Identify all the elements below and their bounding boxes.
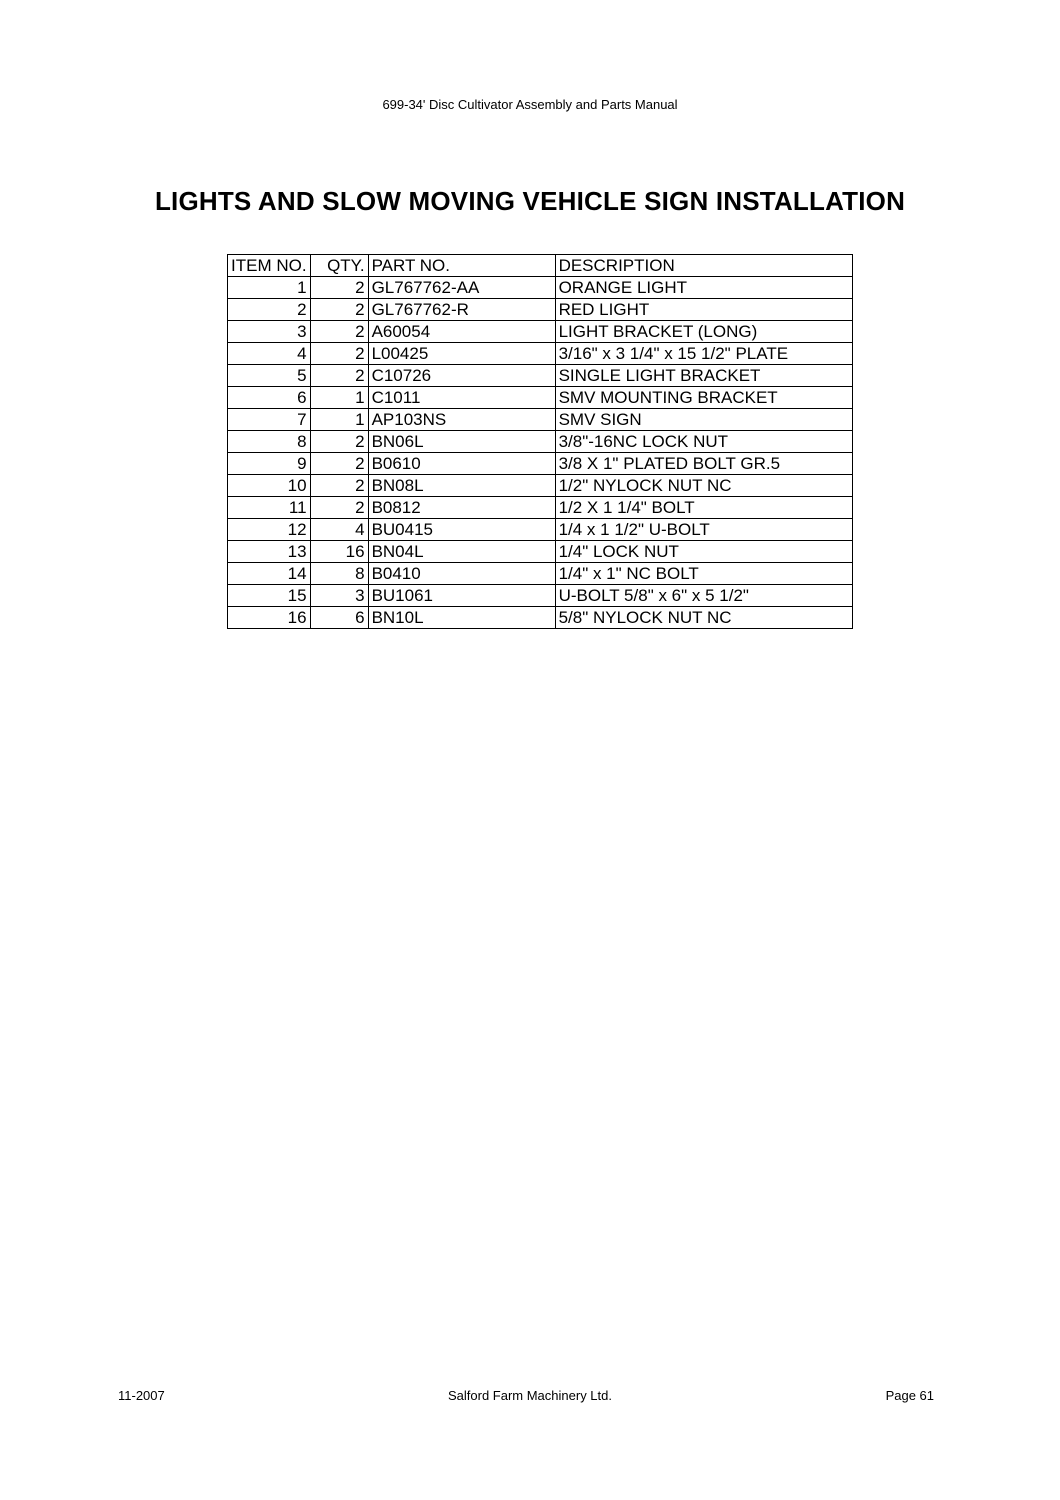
item-no-cell: 8 bbox=[228, 431, 311, 453]
item-no-cell: 13 bbox=[228, 541, 311, 563]
column-header-item-no: ITEM NO. bbox=[228, 255, 311, 277]
parts-table bbox=[227, 254, 853, 629]
table-row bbox=[228, 519, 853, 541]
part-no-cell: C1011 bbox=[368, 387, 555, 409]
qty-cell: 6 bbox=[310, 607, 368, 629]
part-no-cell: B0610 bbox=[368, 453, 555, 475]
description-cell: 3/16" x 3 1/4" x 15 1/2" PLATE bbox=[555, 343, 852, 365]
description-cell: 3/8 X 1" PLATED BOLT GR.5 bbox=[555, 453, 852, 475]
page-title: LIGHTS AND SLOW MOVING VEHICLE SIGN INSTALLATION bbox=[154, 186, 906, 216]
qty-cell: 3 bbox=[310, 585, 368, 607]
table-row bbox=[228, 475, 853, 497]
table-row bbox=[228, 343, 853, 365]
part-no-cell: GL767762-AA bbox=[368, 277, 555, 299]
item-no-cell: 6 bbox=[228, 387, 311, 409]
part-no-cell: BN08L bbox=[368, 475, 555, 497]
qty-cell: 1 bbox=[310, 387, 368, 409]
qty-cell: 2 bbox=[310, 365, 368, 387]
qty-cell: 2 bbox=[310, 431, 368, 453]
parts-table-body bbox=[228, 277, 853, 629]
item-no-cell: 3 bbox=[228, 321, 311, 343]
description-cell: SINGLE LIGHT BRACKET bbox=[555, 365, 852, 387]
part-no-cell: B0812 bbox=[368, 497, 555, 519]
qty-cell: 2 bbox=[310, 453, 368, 475]
table-row bbox=[228, 387, 853, 409]
manual-header: 699-34' Disc Cultivator Assembly and Parts Manual bbox=[382, 97, 678, 112]
item-no-cell: 2 bbox=[228, 299, 311, 321]
description-cell: 1/4 x 1 1/2" U-BOLT bbox=[555, 519, 852, 541]
item-no-cell: 7 bbox=[228, 409, 311, 431]
part-no-cell: C10726 bbox=[368, 365, 555, 387]
part-no-cell: BN10L bbox=[368, 607, 555, 629]
qty-cell: 2 bbox=[310, 343, 368, 365]
description-cell: 1/2 X 1 1/4" BOLT bbox=[555, 497, 852, 519]
qty-cell: 4 bbox=[310, 519, 368, 541]
item-no-cell: 9 bbox=[228, 453, 311, 475]
description-cell: RED LIGHT bbox=[555, 299, 852, 321]
table-row bbox=[228, 365, 853, 387]
table-row bbox=[228, 563, 853, 585]
qty-cell: 2 bbox=[310, 321, 368, 343]
part-no-cell: GL767762-R bbox=[368, 299, 555, 321]
item-no-cell: 12 bbox=[228, 519, 311, 541]
description-cell: 3/8"-16NC LOCK NUT bbox=[555, 431, 852, 453]
qty-cell: 16 bbox=[310, 541, 368, 563]
column-header-description: DESCRIPTION bbox=[555, 255, 852, 277]
description-cell: 5/8" NYLOCK NUT NC bbox=[555, 607, 852, 629]
table-row bbox=[228, 585, 853, 607]
part-no-cell: BN06L bbox=[368, 431, 555, 453]
description-cell: 1/4" LOCK NUT bbox=[555, 541, 852, 563]
table-row bbox=[228, 453, 853, 475]
item-no-cell: 15 bbox=[228, 585, 311, 607]
description-cell: U-BOLT 5/8" x 6" x 5 1/2" bbox=[555, 585, 852, 607]
part-no-cell: BU1061 bbox=[368, 585, 555, 607]
part-no-cell: B0410 bbox=[368, 563, 555, 585]
qty-cell: 2 bbox=[310, 299, 368, 321]
description-cell: SMV MOUNTING BRACKET bbox=[555, 387, 852, 409]
item-no-cell: 16 bbox=[228, 607, 311, 629]
description-cell: LIGHT BRACKET (LONG) bbox=[555, 321, 852, 343]
qty-cell: 2 bbox=[310, 497, 368, 519]
description-cell: ORANGE LIGHT bbox=[555, 277, 852, 299]
table-row bbox=[228, 409, 853, 431]
item-no-cell: 10 bbox=[228, 475, 311, 497]
table-row bbox=[228, 607, 853, 629]
qty-cell: 2 bbox=[310, 277, 368, 299]
table-row bbox=[228, 277, 853, 299]
table-header-row bbox=[228, 255, 853, 277]
part-no-cell: BU0415 bbox=[368, 519, 555, 541]
footer-company: Salford Farm Machinery Ltd. bbox=[447, 1388, 612, 1403]
part-no-cell: L00425 bbox=[368, 343, 555, 365]
table-row bbox=[228, 321, 853, 343]
item-no-cell: 4 bbox=[228, 343, 311, 365]
description-cell: 1/2" NYLOCK NUT NC bbox=[555, 475, 852, 497]
item-no-cell: 11 bbox=[228, 497, 311, 519]
item-no-cell: 1 bbox=[228, 277, 311, 299]
qty-cell: 8 bbox=[310, 563, 368, 585]
item-no-cell: 14 bbox=[228, 563, 311, 585]
table-row bbox=[228, 299, 853, 321]
item-no-cell: 5 bbox=[228, 365, 311, 387]
qty-cell: 1 bbox=[310, 409, 368, 431]
table-row bbox=[228, 431, 853, 453]
column-header-part-no: PART NO. bbox=[368, 255, 555, 277]
qty-cell: 2 bbox=[310, 475, 368, 497]
part-no-cell: BN04L bbox=[368, 541, 555, 563]
footer-page-number: Page 61 bbox=[885, 1388, 934, 1403]
description-cell: 1/4" x 1" NC BOLT bbox=[555, 563, 852, 585]
description-cell: SMV SIGN bbox=[555, 409, 852, 431]
footer-date: 11-2007 bbox=[118, 1388, 165, 1403]
column-header-qty: QTY. bbox=[310, 255, 368, 277]
table-row bbox=[228, 497, 853, 519]
part-no-cell: AP103NS bbox=[368, 409, 555, 431]
part-no-cell: A60054 bbox=[368, 321, 555, 343]
table-row bbox=[228, 541, 853, 563]
